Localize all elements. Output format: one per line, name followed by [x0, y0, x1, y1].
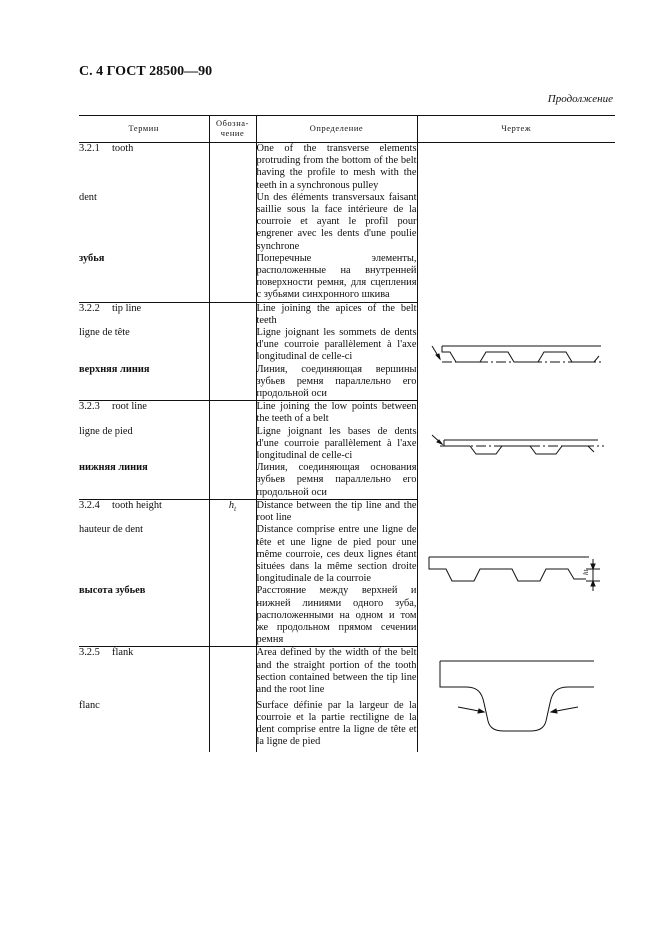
drawing-cell: [417, 401, 615, 500]
header-terms: Термин: [79, 116, 209, 143]
belt-tooth-height-drawing: [426, 543, 606, 603]
term-fr: flanc: [79, 699, 100, 711]
term-ru: верхняя линия: [79, 364, 209, 401]
belt-tip-line-drawing: [426, 326, 606, 376]
header-symbol: Обозна- чение: [209, 116, 256, 143]
term-en: 3.2.4 tooth height: [79, 499, 162, 511]
term-fr: hauteur de dent: [79, 524, 144, 536]
definition-ru: Расстояние между верхней и нижней линиями одного зуба, расположенными на одном и том же продольном прямом сечении ремня: [256, 585, 417, 646]
drawing-cell: [417, 647, 615, 752]
definition-fr: Ligne joignant les bases de dents d'une courroie parallèlement à l'axe longitudinal de celle-ci: [256, 425, 417, 462]
header-definition: Определение: [256, 116, 417, 143]
term-fr: ligne de tête: [79, 327, 130, 339]
table-row: [79, 401, 615, 426]
definition-fr: Ligne joignant les sommets de dents d'une courroie parallèlement à l'axe longitudinal de celle-ci: [256, 327, 417, 363]
definition-ru: Линия, соединяющая вершины зубьев ремня параллельно его продольной оси: [256, 363, 417, 400]
drawing-cell-empty: [417, 143, 615, 303]
term-ru: зубья: [79, 253, 209, 302]
definition-en: Line joining the apices of the belt teeth: [256, 302, 417, 326]
terms-table: [79, 115, 615, 752]
term-en: 3.2.2 tip line: [79, 302, 142, 314]
definition-ru: Линия, соединяющая основания зубьев ремня параллельно его продольной оси: [256, 462, 417, 498]
term-fr: ligne de pied: [79, 425, 133, 437]
definition-en: Distance between the tip line and the root line: [256, 499, 417, 524]
table-row: [79, 143, 615, 192]
svg-text:ht: ht: [582, 569, 591, 576]
term-en: 3.2.3 root line: [79, 401, 147, 413]
belt-flank-drawing: [426, 647, 606, 752]
term-en: 3.2.1 tooth: [79, 143, 134, 154]
belt-root-line-drawing: [426, 430, 606, 470]
term-ru: нижняя линия: [79, 462, 209, 499]
table-row: [79, 302, 615, 327]
definition-fr: Un des éléments transversaux faisant saillie sous la face intérieure de la courroie et ayant le profil pour engrener avec les dents d'une poulie synchrone: [256, 191, 417, 252]
symbol: $h_t$: [209, 499, 256, 524]
term-ru: высота зубьев: [79, 585, 209, 647]
page-header: С. 4 ГОСТ 28500—90: [79, 64, 213, 79]
header-drawing: Чертеж: [417, 116, 615, 143]
drawing-cell: [417, 302, 615, 401]
definition-en: Area defined by the width of the belt and the straight portion of the tooth section contained between the tip line and the root line: [256, 647, 417, 700]
definition-en: Line joining the low points between the teeth of a belt: [256, 401, 417, 425]
table-header-row: [79, 116, 615, 143]
table-row: [79, 499, 615, 524]
definition-fr: Surface définie par la largeur de la courroie et la partie rectiligne de la dent comprise entre la ligne de tête et la ligne de pied: [256, 700, 417, 752]
definition-en: One of the transverse elements protruding from the bottom of the belt having the profile to mesh with the teeth in a synchronous pulley: [256, 143, 417, 191]
drawing-cell: [417, 499, 615, 646]
continued-label: Продолжение: [547, 93, 613, 105]
table-row: [79, 647, 615, 700]
term-fr: dent: [79, 191, 97, 203]
definition-ru: Поперечные элементы, расположенные на внутренней поверхности ремня, для сцепления с зубьями синхронного шкива: [256, 252, 417, 301]
term-en: 3.2.5 flank: [79, 647, 134, 659]
definition-fr: Distance comprise entre une ligne de tête et une ligne de pied pour une même courroie, ces deux lignes étant situées dans la même section droite longitudinale de la courroie: [256, 524, 417, 585]
